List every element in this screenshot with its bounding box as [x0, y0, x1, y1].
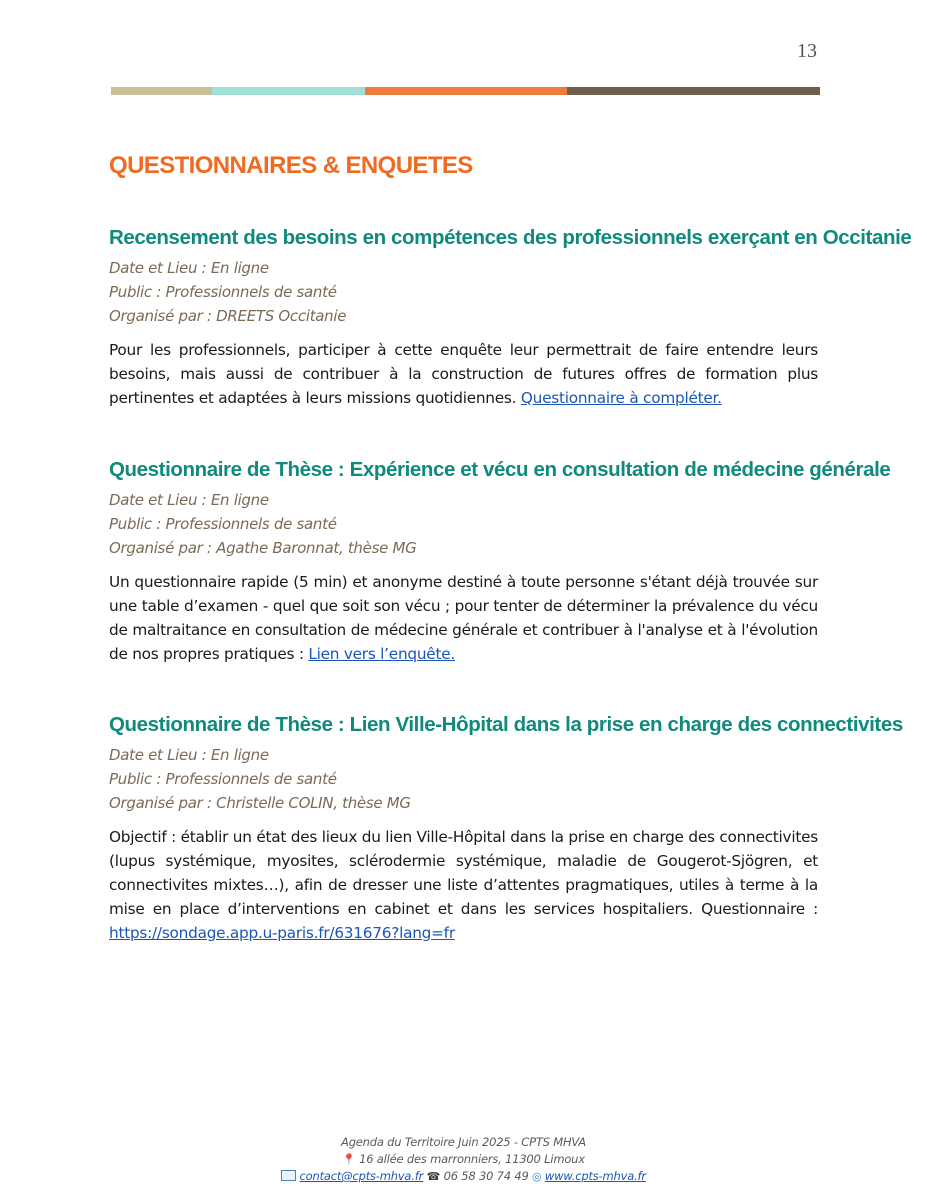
footer-address-line: [0, 1151, 927, 1168]
questionnaire-link[interactable]: Questionnaire à compléter.: [520, 389, 722, 407]
event-public: Public : Professionnels de santé: [109, 770, 337, 788]
page-footer: [0, 1134, 927, 1185]
event-organizer: Organisé par : Christelle COLIN, thèse MG: [109, 794, 411, 812]
pin-icon: 📍: [342, 1153, 356, 1166]
event-description-text: Un questionnaire rapide (5 min) et anonyme destiné à toute personne s'étant déjà trouvée sur une table d’examen - quel que soit son vécu ; pour tenter de déterminer la prévalence du vécu de maltraitance en consultation de médecine générale et contribuer à l'analyse et à l'évolution de nos propres pratiques :: [109, 573, 818, 663]
color-bar-segment-brown: [567, 87, 820, 95]
event-block: [109, 713, 903, 945]
footer-contact-line: [0, 1168, 927, 1185]
event-public: Public : Professionnels de santé: [109, 283, 337, 301]
footer-email-link[interactable]: contact@cpts-mhva.fr: [299, 1169, 424, 1183]
section-title: QUESTIONNAIRES & ENQUETES: [109, 152, 473, 179]
header-color-bar: [111, 87, 820, 95]
footer-agenda-line: Agenda du Territoire Juin 2025 - CPTS MHVA: [341, 1135, 586, 1149]
phone-icon: ☎: [426, 1170, 441, 1183]
sondage-url-link[interactable]: https://sondage.app.u-paris.fr/631676?lang=fr: [109, 924, 455, 942]
event-date-lieu: Date et Lieu : En ligne: [109, 491, 269, 509]
event-date-lieu: Date et Lieu : En ligne: [109, 746, 269, 764]
color-bar-segment-orange: [365, 87, 567, 95]
footer-phone: 06 58 30 74 49: [443, 1169, 529, 1183]
event-organizer: Organisé par : Agathe Baronnat, thèse MG: [109, 539, 417, 557]
event-description-text: Pour les professionnels, participer à cette enquête leur permettrait de faire entendre leurs besoins, mais aussi de contribuer à la construction de futures offres de formation plus pertinentes et adaptées à leurs missions quotidiennes.: [109, 341, 818, 407]
event-block: [109, 226, 912, 410]
color-bar-segment-beige: [111, 87, 212, 95]
event-title: Questionnaire de Thèse : Lien Ville-Hôpital dans la prise en charge des connectivites: [109, 713, 903, 736]
footer-address: 16 allée des marronniers, 11300 Limoux: [359, 1152, 585, 1166]
event-description: [109, 825, 818, 945]
globe-icon: ◎: [532, 1170, 542, 1183]
event-block: [109, 458, 891, 666]
event-description: [109, 338, 818, 410]
page-number: 13: [797, 40, 817, 62]
survey-link[interactable]: Lien vers l’enquête.: [308, 645, 455, 663]
event-description-text: Objectif : établir un état des lieux du lien Ville-Hôpital dans la prise en charge des connectivites (lupus systémique, myosites, sclérodermie systémique, maladie de Gougerot-Sjögren, et connectivites mixtes…), afin de dresser une liste d’attentes pragmatiques, utiles à terme à la mise en place d’interventions en cabinet et dans les services hospitaliers. Questionnaire :: [109, 828, 818, 918]
event-organizer: Organisé par : DREETS Occitanie: [109, 307, 347, 325]
event-description: [109, 570, 818, 666]
event-title: Questionnaire de Thèse : Expérience et vécu en consultation de médecine générale: [109, 458, 891, 481]
color-bar-segment-mint: [212, 87, 365, 95]
event-title: Recensement des besoins en compétences des professionnels exerçant en Occitanie: [109, 226, 912, 249]
email-icon: [281, 1170, 296, 1181]
event-public: Public : Professionnels de santé: [109, 515, 337, 533]
event-date-lieu: Date et Lieu : En ligne: [109, 259, 269, 277]
footer-website-link[interactable]: www.cpts-mhva.fr: [544, 1169, 646, 1183]
